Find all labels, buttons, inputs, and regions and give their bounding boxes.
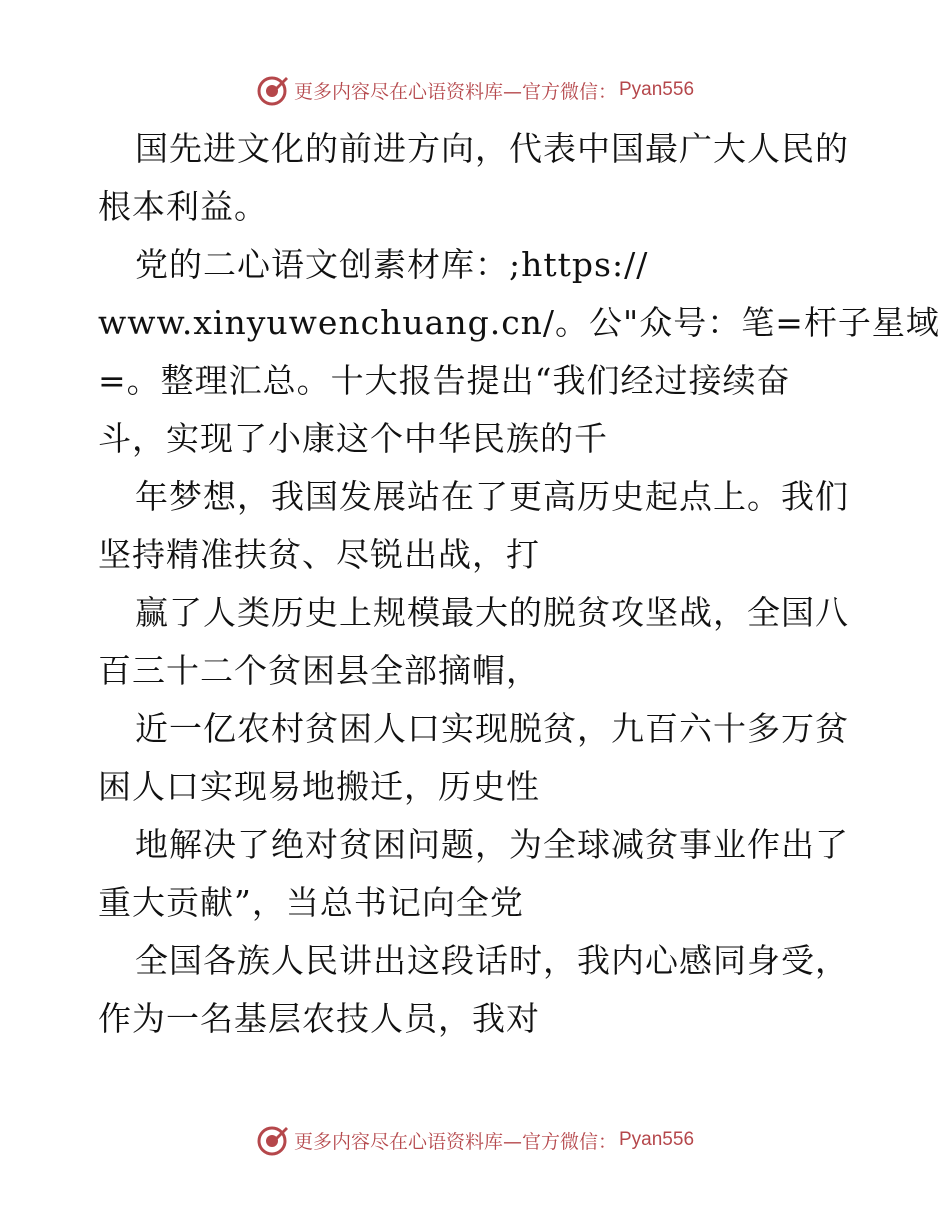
- body-line-15: 全国各族人民讲出这段话时，我内心感同身受，: [135, 941, 849, 980]
- header-wechat-id: Pyan556: [619, 79, 695, 100]
- footer-banner-text: 更多内容尽在心语资料库—官方微信：: [293, 1130, 617, 1153]
- body-line-5: =。整理汇总。十大报告提出“我们经过接续奋: [98, 361, 791, 400]
- body-line-13: 地解决了绝对贫困问题，为全球减贫事业作出了: [135, 825, 849, 864]
- body-line-7: 年梦想，我国发展站在了更高历史起点上。我们: [135, 477, 849, 516]
- body-line-14: 重大贡献”，当总书记向全党: [98, 883, 524, 922]
- body-line-8: 坚持精准扶贫、尽锐出战，打: [98, 535, 540, 574]
- header-watermark-banner: [0, 70, 950, 110]
- body-line-10: 百三十二个贫困县全部摘帽，: [98, 651, 540, 690]
- pen-logo-icon: [256, 73, 290, 107]
- header-banner-text: 更多内容尽在心语资料库—官方微信：: [293, 80, 617, 103]
- body-line-3: 党的二心语文创素材库：;https://: [135, 245, 649, 284]
- body-line-6: 斗，实现了小康这个中华民族的千: [98, 419, 608, 458]
- body-line-12: 困人口实现易地搬迁，历史性: [98, 767, 540, 806]
- document-body: [98, 120, 940, 1048]
- body-line-1: 国先进文化的前进方向，代表中国最广大人民的: [135, 129, 849, 168]
- body-line-2: 根本利益。: [98, 187, 268, 226]
- body-line-16: 作为一名基层农技人员，我对: [98, 999, 540, 1038]
- body-line-9: 赢了人类历史上规模最大的脱贫攻坚战，全国八: [135, 593, 849, 632]
- body-line-4: www.xinyuwenchuang.cn/。公"众号：笔=杆子星域: [98, 303, 940, 342]
- footer-watermark-banner: [0, 1120, 950, 1160]
- pen-logo-icon: [256, 1123, 290, 1157]
- footer-wechat-id: Pyan556: [619, 1129, 695, 1150]
- body-line-11: 近一亿农村贫困人口实现脱贫，九百六十多万贫: [135, 709, 849, 748]
